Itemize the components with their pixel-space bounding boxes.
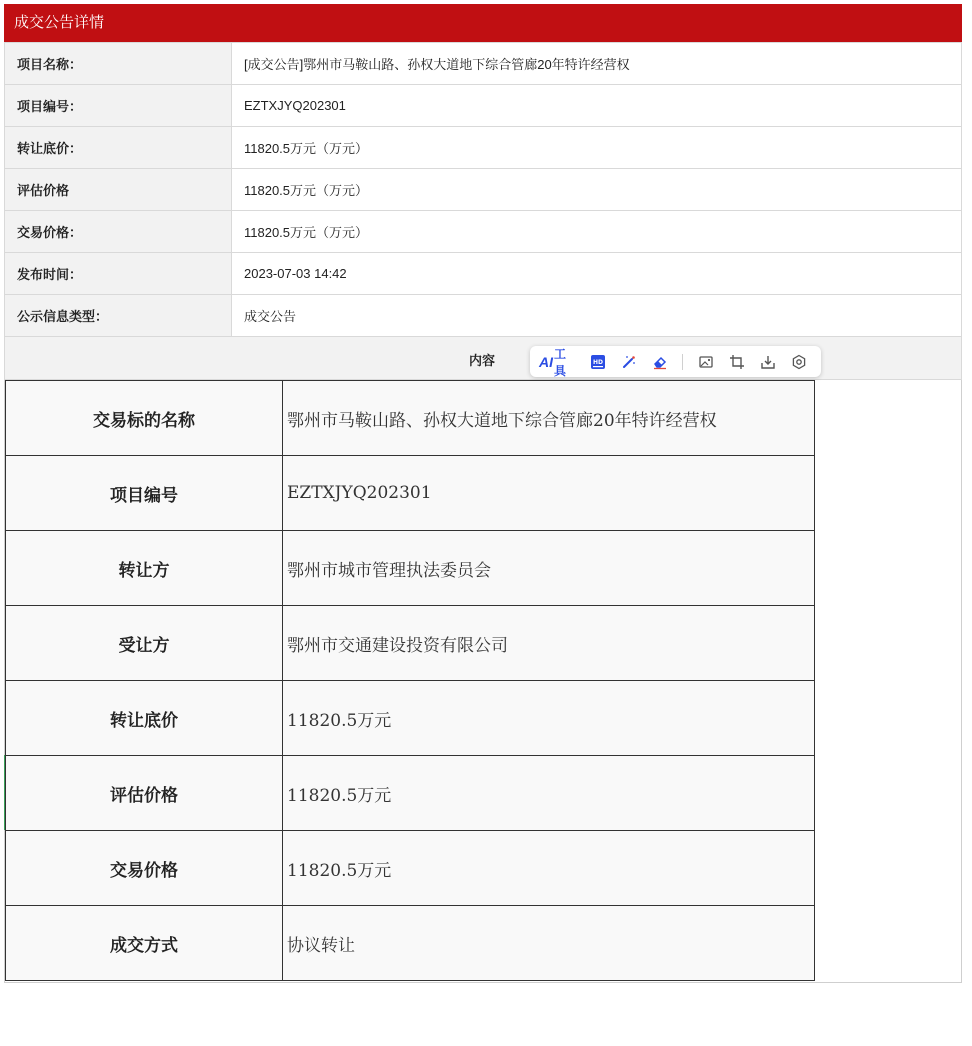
toolbar-divider (682, 354, 683, 370)
image-toolbar (530, 346, 821, 377)
info-label: 评估价格 (5, 169, 232, 211)
table-row (6, 531, 815, 606)
crop-icon[interactable] (728, 353, 745, 371)
content-body (4, 380, 962, 983)
settings-icon[interactable] (790, 353, 807, 371)
ai-tools-label: 工具 (554, 346, 567, 378)
magic-wand-icon[interactable] (621, 353, 638, 371)
detail-value: 11820.5万元 (283, 831, 815, 906)
info-label: 项目名称： (5, 43, 232, 85)
detail-value: 11820.5万元 (283, 681, 815, 756)
info-label: 公示信息类型： (5, 295, 232, 337)
detail-label: 评估价格 (6, 756, 283, 831)
detail-label: 交易价格 (6, 831, 283, 906)
detail-value: 鄂州市交通建设投资有限公司 (283, 606, 815, 681)
info-label: 交易价格： (5, 211, 232, 253)
ai-prefix: AI (539, 353, 553, 370)
table-row (5, 43, 962, 85)
info-value: 11820.5万元（万元） (232, 211, 962, 253)
detail-table (5, 380, 815, 981)
table-row (6, 906, 815, 981)
detail-label: 成交方式 (6, 906, 283, 981)
table-row (6, 456, 815, 531)
info-label: 项目编号： (5, 85, 232, 127)
download-icon[interactable] (759, 353, 776, 371)
eraser-icon[interactable] (652, 353, 669, 371)
detail-value: EZTXJYQ202301 (283, 456, 815, 531)
table-row (6, 381, 815, 456)
announcement-panel (4, 4, 962, 983)
info-value: 成交公告 (232, 295, 962, 337)
detail-value: 协议转让 (283, 906, 815, 981)
info-label: 发布时间： (5, 253, 232, 295)
table-row (6, 681, 815, 756)
image-edit-icon[interactable] (697, 353, 714, 371)
detail-label: 转让方 (6, 531, 283, 606)
detail-value: 11820.5万元 (283, 756, 815, 831)
detail-label: 受让方 (6, 606, 283, 681)
info-label: 转让底价： (5, 127, 232, 169)
info-value: 11820.5万元（万元） (232, 127, 962, 169)
detail-value: 鄂州市马鞍山路、孙权大道地下综合管廊20年特许经营权 (283, 381, 815, 456)
table-row (6, 831, 815, 906)
table-row (6, 606, 815, 681)
info-value: 11820.5万元（万元） (232, 169, 962, 211)
info-value: 2023-07-03 14:42 (232, 253, 962, 295)
table-row (5, 85, 962, 127)
table-row (6, 756, 815, 831)
detail-label: 项目编号 (6, 456, 283, 531)
detail-label: 转让底价 (6, 681, 283, 756)
info-value: EZTXJYQ202301 (232, 85, 962, 127)
detail-label: 交易标的名称 (6, 381, 283, 456)
svg-text:HD: HD (593, 358, 604, 366)
table-row (5, 211, 962, 253)
table-row (5, 127, 962, 169)
panel-title: 成交公告详情 (4, 4, 962, 42)
info-value: [成交公告]鄂州市马鞍山路、孙权大道地下综合管廊20年特许经营权 (232, 43, 962, 85)
detail-value: 鄂州市城市管理执法委员会 (283, 531, 815, 606)
table-row (5, 169, 962, 211)
hd-icon[interactable] (590, 353, 607, 371)
info-table (4, 42, 962, 337)
ai-tools-button[interactable] (539, 345, 576, 379)
table-row (5, 253, 962, 295)
content-label: 内容 (469, 353, 496, 368)
content-header (4, 337, 962, 380)
table-row (5, 295, 962, 337)
